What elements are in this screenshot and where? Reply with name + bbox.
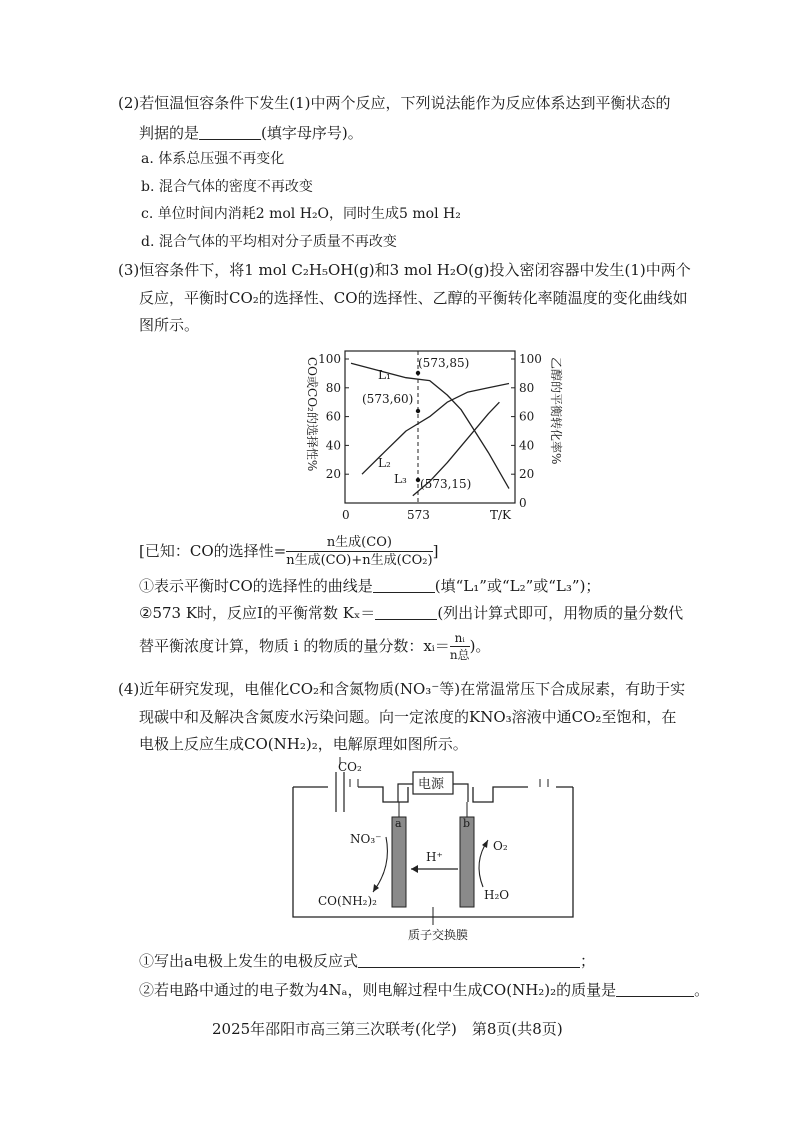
known-suffix: ] bbox=[432, 542, 439, 560]
right-tick-label-60: 60 bbox=[519, 409, 535, 424]
nitrate-label: NO₃⁻ bbox=[350, 832, 382, 846]
q3-sub1-pre: ①表示平衡时CO的选择性的曲线是 bbox=[139, 577, 373, 595]
q3-sub2-blank[interactable] bbox=[375, 605, 437, 620]
q3-sub2-post: (列出计算式即可，用物质的量分数代 bbox=[437, 604, 684, 622]
q3-sub2-line2 bbox=[139, 632, 490, 661]
annotation-573-60: (573,60) bbox=[362, 392, 414, 406]
known-prefix: [已知：CO的选择性= bbox=[139, 542, 287, 560]
known-fraction bbox=[286, 536, 432, 567]
x-tick-0: 0 bbox=[342, 508, 350, 522]
q2-line2 bbox=[139, 125, 363, 141]
x-tick-573: 573 bbox=[407, 508, 430, 522]
mole-fraction-num: nᵢ bbox=[450, 632, 470, 647]
q4-sub2-blank[interactable] bbox=[616, 982, 694, 997]
co2-inlet-tube bbox=[336, 772, 344, 812]
electrode-a bbox=[392, 817, 406, 907]
q4-sub2-post: 。 bbox=[694, 981, 710, 999]
oxygen-label: O₂ bbox=[493, 839, 508, 853]
q2-option-c: c. 单位时间内消耗2 mol H₂O，同时生成5 mol H₂ bbox=[141, 206, 461, 222]
left-tick-label-80: 80 bbox=[325, 380, 341, 395]
electrode-b bbox=[460, 817, 474, 907]
membrane-label: 质子交换膜 bbox=[408, 928, 469, 942]
q3-line2: 反应，平衡时CO₂的选择性、CO的选择性、乙醇的平衡转化率随温度的变化曲线如 bbox=[139, 289, 688, 307]
series-lines bbox=[351, 363, 509, 496]
proton-arrowhead bbox=[411, 865, 418, 873]
outlet-tube-right bbox=[540, 779, 548, 787]
q2-answer-blank[interactable] bbox=[199, 125, 261, 140]
electrode-stems bbox=[399, 802, 467, 817]
mole-fraction bbox=[450, 632, 470, 661]
q3-sub2-pre: ②573 K时，反应Ⅰ的平衡常数 Kₓ＝ bbox=[139, 604, 376, 622]
q3-line1: (3)恒容条件下，将1 mol C₂H₅OH(g)和3 mol H₂O(g)投入密闭容器中发生(1)中两个 bbox=[118, 261, 691, 279]
water-label: H₂O bbox=[484, 888, 510, 902]
co2-label: CO₂ bbox=[338, 760, 362, 774]
right-tick-label-80: 80 bbox=[519, 380, 535, 395]
q2-option-d: d. 混合气体的平均相对分子质量不再改变 bbox=[141, 234, 397, 250]
q4-sub2-pre: ②若电路中通过的电子数为4Nₐ，则电解过程中生成CO(NH₂)₂的质量是 bbox=[139, 981, 617, 999]
selectivity-chart bbox=[290, 343, 600, 528]
q4-sub1 bbox=[139, 953, 595, 969]
right-tick-label-20: 20 bbox=[519, 467, 535, 482]
right-tick-label-40: 40 bbox=[519, 438, 535, 453]
right-y-ticks bbox=[511, 352, 542, 510]
right-reaction-arrowhead bbox=[482, 840, 488, 848]
electrode-b-label: b bbox=[463, 817, 471, 830]
q2-line2-post: (填字母序号)。 bbox=[261, 124, 363, 142]
q3-sub2-line2-post: )。 bbox=[469, 637, 491, 655]
left-tick-label-40: 40 bbox=[325, 438, 341, 453]
known-denominator: n生成(CO)+n生成(CO₂) bbox=[286, 553, 433, 568]
q3-known bbox=[139, 536, 438, 567]
q2-line2-pre: 判据的是 bbox=[139, 124, 200, 142]
q3-sub1 bbox=[139, 578, 600, 594]
mole-fraction-den: n总 bbox=[449, 648, 470, 662]
electrode-a-label: a bbox=[395, 817, 402, 830]
q4-sub1-blank[interactable] bbox=[358, 953, 580, 968]
q2-line1: (2)若恒温恒容条件下发生(1)中两个反应，下列说法能作为反应体系达到平衡状态的 bbox=[118, 94, 671, 112]
q4-line2: 现碳中和及解决含氮废水污染问题。向一定浓度的KNO₃溶液中通CO₂至饱和，在 bbox=[139, 708, 677, 726]
page-footer: 2025年邵阳市高三第三次联考(化学) 第8页(共8页) bbox=[212, 1020, 563, 1038]
left-tick-label-100: 100 bbox=[318, 352, 341, 366]
q4-line3: 电极上反应生成CO(NH₂)₂，电解原理如图所示。 bbox=[139, 735, 468, 753]
series-line-L1 bbox=[351, 363, 509, 488]
series-label-L2: L₂ bbox=[378, 456, 391, 470]
q3-sub1-blank[interactable] bbox=[373, 578, 435, 593]
left-tick-label-20: 20 bbox=[325, 467, 341, 482]
q3-sub2 bbox=[139, 605, 683, 621]
q2-option-a: a. 体系总压强不再变化 bbox=[141, 151, 285, 167]
y-axis-label-left: CO或CO₂的选择性% bbox=[305, 357, 319, 472]
q4-sub1-post: ； bbox=[579, 952, 595, 970]
left-tick-label-60: 60 bbox=[325, 409, 341, 424]
proton-label: H⁺ bbox=[426, 850, 443, 864]
y-axis-label-right: 乙醇的平衡转化率% bbox=[549, 357, 563, 465]
q3-sub1-post: (填“L₁”或“L₂”或“L₃”)； bbox=[434, 577, 601, 595]
q2-option-b: b. 混合气体的密度不再改变 bbox=[141, 179, 313, 195]
annotation-573-15: (573,15) bbox=[420, 477, 472, 491]
q3-sub2-line2-pre: 替平衡浓度计算，物质 i 的物质的量分数：xᵢ＝ bbox=[139, 637, 450, 655]
right-tick-label-100: 100 bbox=[519, 352, 542, 366]
series-label-L3: L₃ bbox=[394, 472, 407, 486]
power-label: 电源 bbox=[418, 777, 445, 792]
known-numerator: n生成(CO) bbox=[286, 536, 432, 552]
point-573-60 bbox=[416, 409, 420, 413]
left-y-ticks bbox=[318, 352, 349, 481]
urea-label: CO(NH₂)₂ bbox=[318, 894, 377, 908]
point-573-85 bbox=[416, 371, 420, 375]
outlet-tube-left bbox=[350, 779, 358, 787]
series-label-L1: L₁ bbox=[378, 368, 391, 382]
q4-line1: (4)近年研究发现，电催化CO₂和含氮物质(NO₃⁻等)在常温常压下合成尿素，有助于实 bbox=[118, 680, 686, 698]
annotation-573-85: (573,85) bbox=[418, 356, 470, 370]
electrolysis-diagram bbox=[288, 757, 588, 947]
q4-sub1-pre: ①写出a电极上发生的电极反应式 bbox=[139, 952, 358, 970]
q4-sub2 bbox=[139, 982, 709, 998]
q3-line3: 图所示。 bbox=[139, 316, 200, 334]
right-tick-label-0: 0 bbox=[519, 496, 527, 510]
x-axis-label: T/K bbox=[490, 508, 512, 522]
